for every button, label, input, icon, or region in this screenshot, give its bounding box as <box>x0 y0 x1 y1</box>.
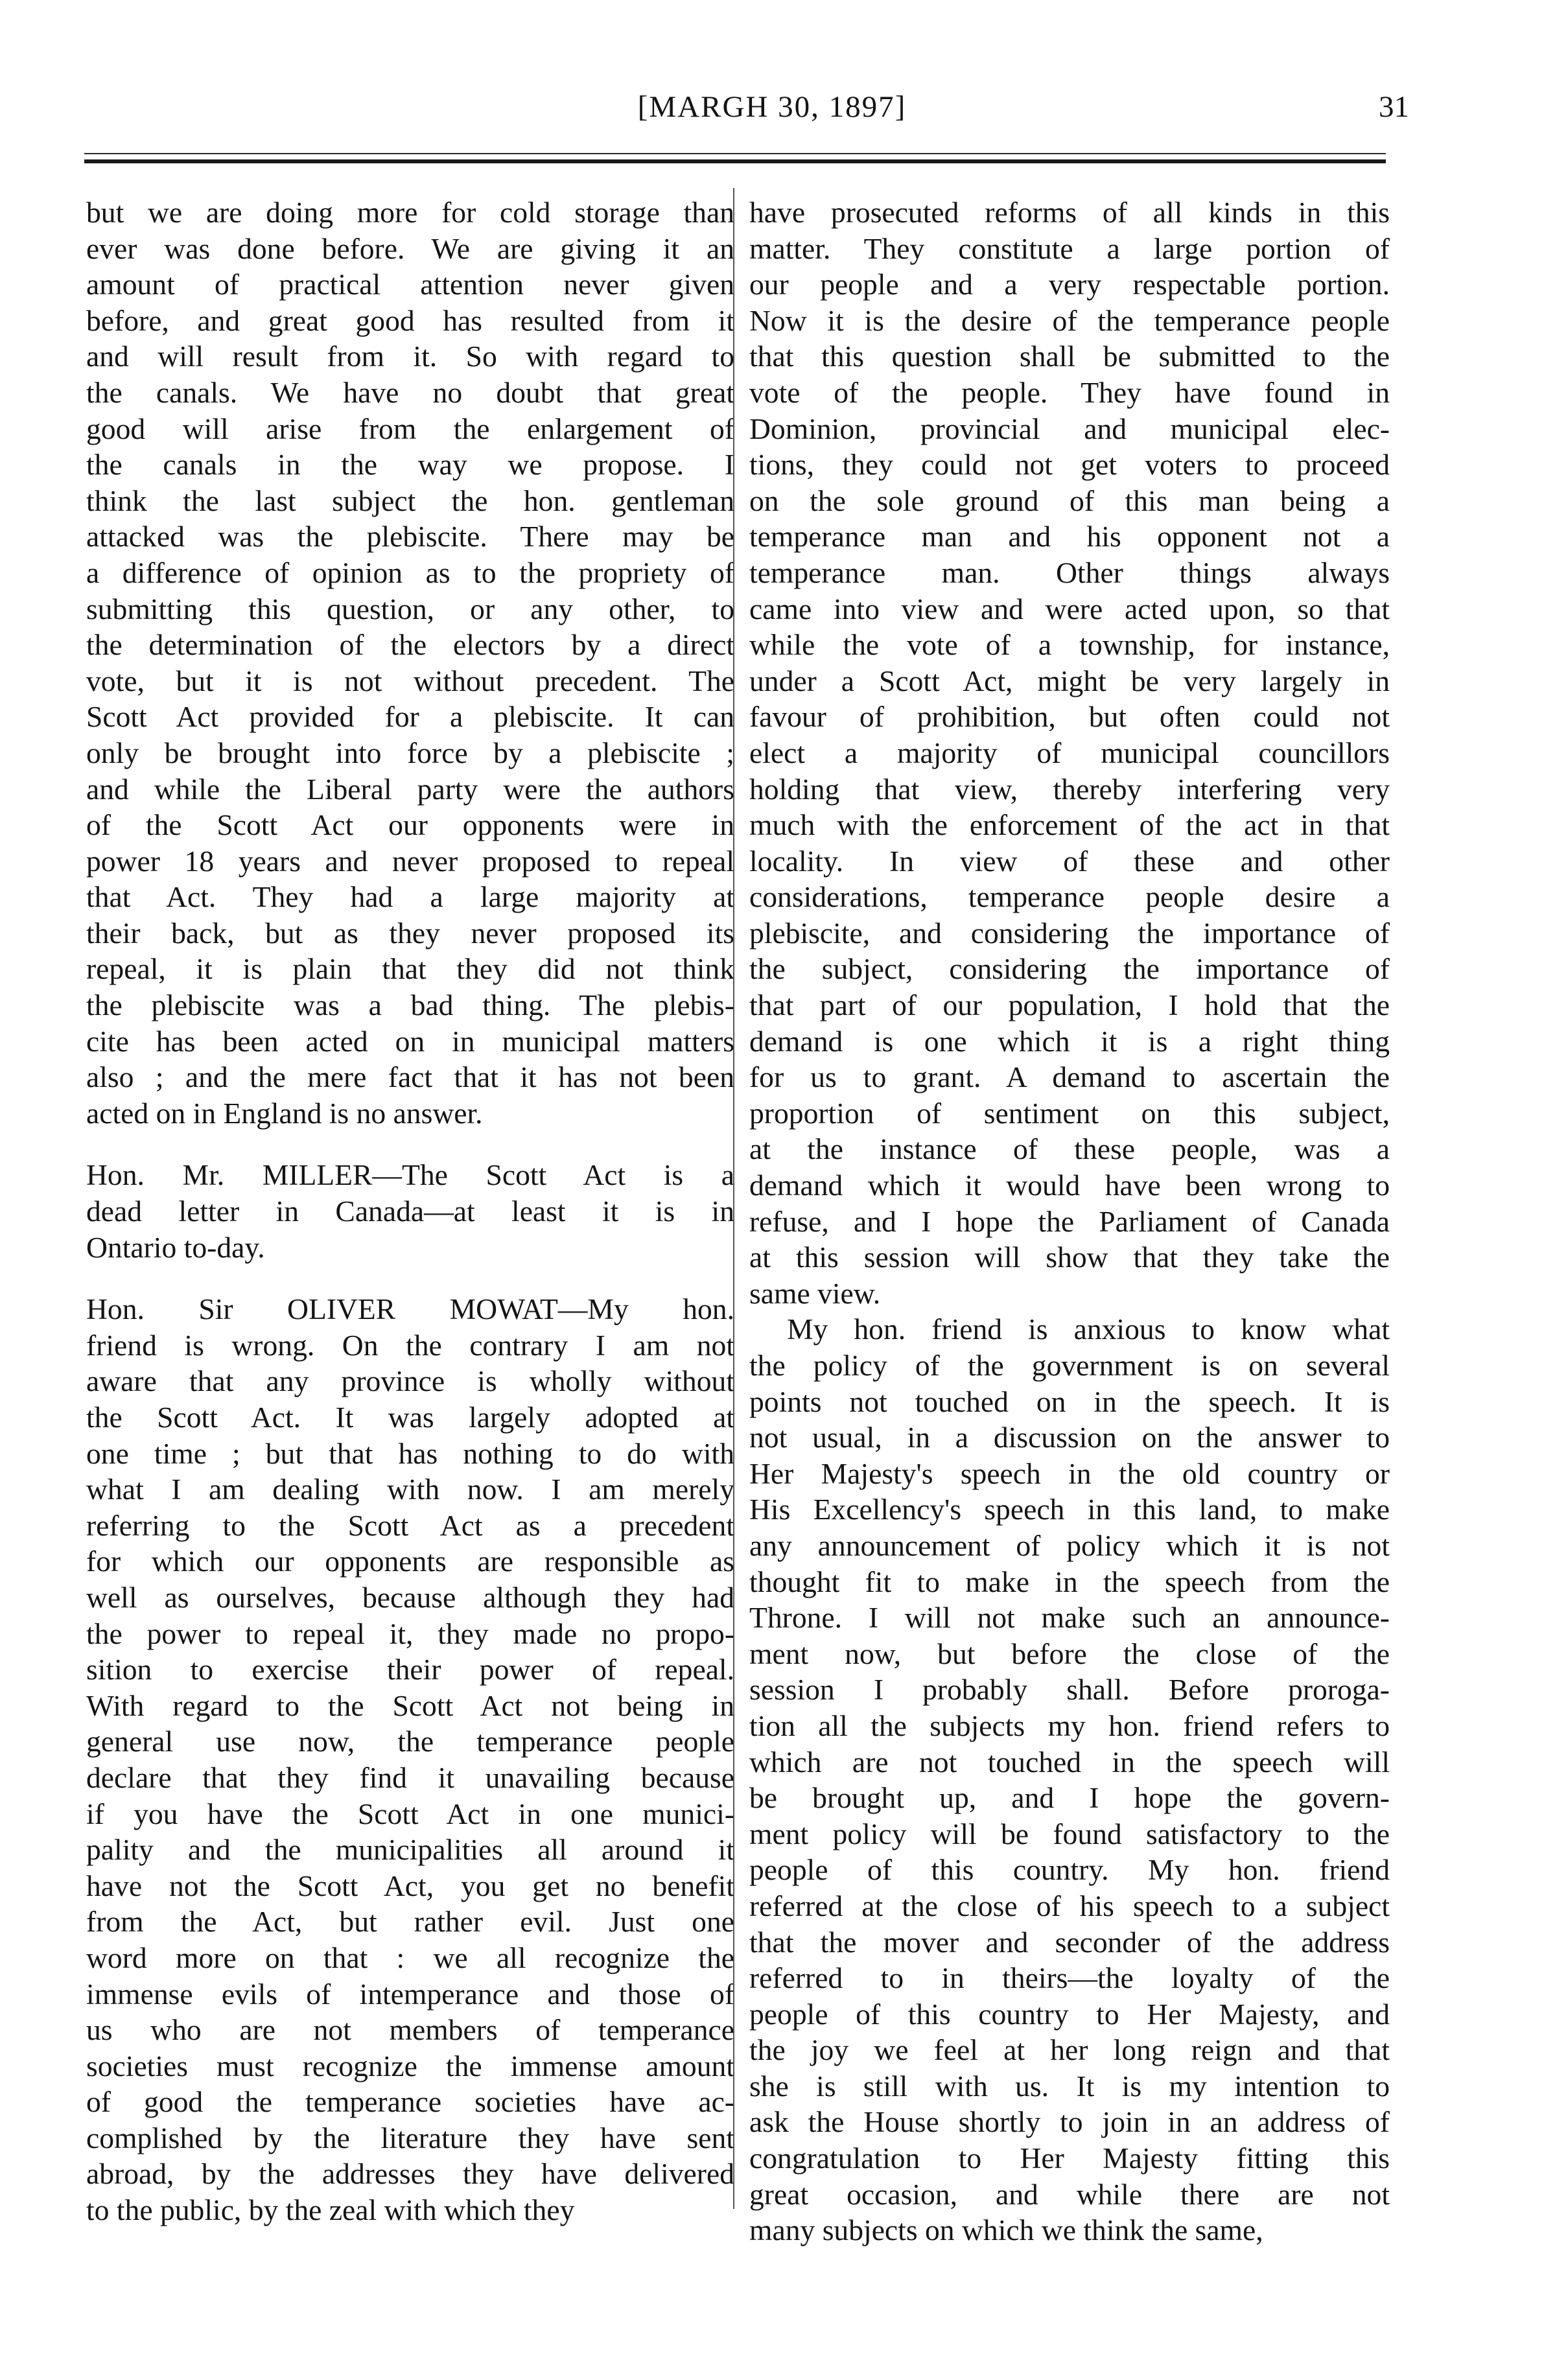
header-rule-thick <box>84 159 1386 163</box>
left-column <box>86 194 734 2228</box>
text-line: that this question shall be submitted to the <box>749 340 1390 373</box>
text-line: the subject, considering the importance of <box>749 952 1390 986</box>
text-line: With regard to the Scott Act not being in <box>86 1688 734 1722</box>
text-line: which are not touched in the speech will <box>749 1745 1390 1779</box>
text-line: locality. In view of these and other <box>749 844 1390 878</box>
text-line: and will result from it. So with regard to <box>86 340 734 373</box>
column-divider <box>733 188 734 2209</box>
text-line: our people and a very respectable portion. <box>749 268 1390 301</box>
text-line: good will arise from the enlargement of <box>86 412 734 445</box>
text-line: Hon. Sir OLIVER MOWAT—My hon. <box>86 1292 734 1326</box>
page-number: 31 <box>1379 90 1409 124</box>
text-line: elect a majority of municipal councillors <box>749 736 1390 769</box>
text-line: Scott Act provided for a plebiscite. It can <box>86 700 734 734</box>
text-line: Now it is the desire of the temperance people <box>749 303 1390 337</box>
text-line: any announcement of policy which it is not <box>749 1528 1390 1562</box>
text-line: us who are not members of temperance <box>86 2013 734 2047</box>
text-line: temperance man. Other things always <box>749 555 1390 589</box>
text-line: friend is wrong. On the contrary I am not <box>86 1328 734 1362</box>
text-line: sition to exercise their power of repeal. <box>86 1653 734 1686</box>
text-line: only be brought into force by a plebiscite ; <box>86 736 734 769</box>
text-line: abroad, by the addresses they have delivered <box>86 2157 734 2191</box>
text-line: complished by the literature they have sent <box>86 2121 734 2154</box>
text-line: many subjects on which we think the same, <box>749 2213 1263 2247</box>
text-line: to the public, by the zeal with which they <box>86 2193 575 2227</box>
text-line: My hon. friend is anxious to know what <box>787 1312 1390 1346</box>
text-line: that Act. They had a large majority at <box>86 880 734 914</box>
text-line: favour of prohibition, but often could not <box>749 700 1390 734</box>
text-line: aware that any province is wholly without <box>86 1364 734 1398</box>
text-line: before, and great good has resulted from it <box>86 303 734 337</box>
text-line: ask the House shortly to join in an address of <box>749 2105 1390 2139</box>
text-line: general use now, the temperance people <box>86 1725 734 1758</box>
text-line: dead letter in Canada—at least it is in <box>86 1195 734 1228</box>
text-line: ment now, but before the close of the <box>749 1637 1390 1670</box>
text-line: for us to grant. A demand to ascertain the <box>749 1060 1390 1094</box>
right-paragraph-2 <box>749 1311 1390 2248</box>
text-line: while the vote of a township, for instance, <box>749 628 1390 662</box>
text-line: people of this country to Her Majesty, and <box>749 1997 1390 2031</box>
right-column <box>749 194 1390 2248</box>
text-line: thought fit to make in the speech from the <box>749 1565 1390 1598</box>
text-line: of the Scott Act our opponents were in <box>86 808 734 842</box>
text-line: refuse, and I hope the Parliament of Canada <box>749 1204 1390 1238</box>
text-line: points not touched on in the speech. It is <box>749 1384 1390 1418</box>
text-line: immense evils of intemperance and those of <box>86 1977 734 2011</box>
text-line: Ontario to-day. <box>86 1230 265 1264</box>
text-line: great occasion, and while there are not <box>749 2177 1390 2211</box>
text-line: on the sole ground of this man being a <box>749 484 1390 517</box>
text-line: not usual, in a discussion on the answer to <box>749 1421 1390 1454</box>
text-line: Her Majesty's speech in the old country or <box>749 1456 1390 1490</box>
text-line: plebiscite, and considering the importance of <box>749 916 1390 950</box>
left-paragraph-3-mowat <box>86 1291 734 2228</box>
text-line: came into view and were acted upon, so that <box>749 592 1390 625</box>
text-line: the plebiscite was a bad thing. The plebis- <box>86 988 734 1022</box>
text-line: repeal, it is plain that they did not think <box>86 952 734 986</box>
text-line: referring to the Scott Act as a precedent <box>86 1508 734 1542</box>
text-line: one time ; but that has nothing to do with <box>86 1436 734 1470</box>
text-line: from the Act, but rather evil. Just one <box>86 1905 734 1939</box>
text-line: demand is one which it is a right thing <box>749 1024 1390 1058</box>
left-paragraph-2-miller <box>86 1157 734 1265</box>
text-line: that the mover and seconder of the address <box>749 1925 1390 1959</box>
page-header <box>0 0 1544 130</box>
text-line: vote, but it is not without precedent. The <box>86 664 734 697</box>
text-line: attacked was the plebiscite. There may be <box>86 520 734 554</box>
text-line: referred at the close of his speech to a subject <box>749 1889 1390 1922</box>
text-line: matter. They constitute a large portion of <box>749 231 1390 265</box>
text-line: at the instance of these people, was a <box>749 1132 1390 1166</box>
text-line: proportion of sentiment on this subject, <box>749 1096 1390 1130</box>
text-line: a difference of opinion as to the propriety of <box>86 555 734 589</box>
text-line: demand which it would have been wrong to <box>749 1169 1390 1202</box>
text-line: societies must recognize the immense amount <box>86 2049 734 2082</box>
text-line: His Excellency's speech in this land, to make <box>749 1493 1390 1526</box>
text-line: much with the enforcement of the act in that <box>749 808 1390 842</box>
text-line: and while the Liberal party were the authors <box>86 772 734 806</box>
text-line: declare that they find it unavailing because <box>86 1760 734 1794</box>
text-line: ever was done before. We are giving it an <box>86 231 734 265</box>
text-line: at this session will show that they take the <box>749 1241 1390 1274</box>
text-line: their back, but as they never proposed its <box>86 916 734 950</box>
text-line: if you have the Scott Act in one munici- <box>86 1797 734 1830</box>
text-line: holding that view, thereby interfering very <box>749 772 1390 806</box>
text-line: the canals. We have no doubt that great <box>86 375 734 409</box>
text-line: think the last subject the hon. gentleman <box>86 484 734 517</box>
text-line: Dominion, provincial and municipal elec- <box>749 412 1390 445</box>
text-line: tion all the subjects my hon. friend refers to <box>749 1709 1390 1742</box>
text-line: but we are doing more for cold storage than <box>86 196 734 229</box>
text-line: under a Scott Act, might be very largely in <box>749 664 1390 697</box>
text-line: cite has been acted on in municipal matters <box>86 1024 734 1058</box>
text-line: word more on that : we all recognize the <box>86 1941 734 1974</box>
text-line: Throne. I will not make such an announce- <box>749 1601 1390 1635</box>
text-line: session I probably shall. Before proroga- <box>749 1673 1390 1707</box>
text-line: the policy of the government is on several <box>749 1349 1390 1382</box>
text-line: the joy we feel at her long reign and that <box>749 2033 1390 2067</box>
text-line: she is still with us. It is my intention to <box>749 2069 1390 2103</box>
text-line: submitting this question, or any other, to <box>86 592 734 625</box>
header-rule-thin <box>84 153 1386 154</box>
left-paragraph-1 <box>86 194 734 1131</box>
text-line: of good the temperance societies have ac- <box>86 2085 734 2119</box>
paragraph-gap <box>86 1265 734 1291</box>
text-line: congratulation to Her Majesty fitting this <box>749 2141 1390 2175</box>
text-line: well as ourselves, because although they had <box>86 1580 734 1614</box>
text-line: the determination of the electors by a direct <box>86 628 734 662</box>
text-line: referred to in theirs—the loyalty of the <box>749 1961 1390 1995</box>
text-line: temperance man and his opponent not a <box>749 520 1390 554</box>
text-line: the canals in the way we propose. I <box>86 448 734 482</box>
text-line: acted on in England is no answer. <box>86 1096 483 1130</box>
text-line: people of this country. My hon. friend <box>749 1853 1390 1887</box>
text-line: the Scott Act. It was largely adopted at <box>86 1401 734 1434</box>
text-line: considerations, temperance people desire a <box>749 880 1390 914</box>
text-line: also ; and the mere fact that it has not been <box>86 1060 734 1094</box>
text-line: have prosecuted reforms of all kinds in this <box>749 196 1390 229</box>
header-date: [MARGH 30, 1897] <box>637 90 907 124</box>
text-line: ment policy will be found satisfactory to the <box>749 1817 1390 1850</box>
right-paragraph-1 <box>749 194 1390 1311</box>
text-line: same view. <box>749 1276 881 1310</box>
text-line: what I am dealing with now. I am merely <box>86 1473 734 1506</box>
text-line: the power to repeal it, they made no propo- <box>86 1616 734 1650</box>
text-line: amount of practical attention never given <box>86 268 734 301</box>
text-line: for which our opponents are responsible as <box>86 1545 734 1578</box>
paragraph-gap <box>86 1131 734 1157</box>
text-line: that part of our population, I hold that the <box>749 988 1390 1022</box>
text-line: power 18 years and never proposed to repeal <box>86 844 734 878</box>
text-line: be brought up, and I hope the govern- <box>749 1781 1390 1815</box>
text-line: tions, they could not get voters to proceed <box>749 448 1390 482</box>
text-line: Hon. Mr. MILLER—The Scott Act is a <box>86 1158 734 1192</box>
text-line: vote of the people. They have found in <box>749 375 1390 409</box>
text-line: have not the Scott Act, you get no benefit <box>86 1869 734 1902</box>
text-line: pality and the municipalities all around it <box>86 1833 734 1867</box>
